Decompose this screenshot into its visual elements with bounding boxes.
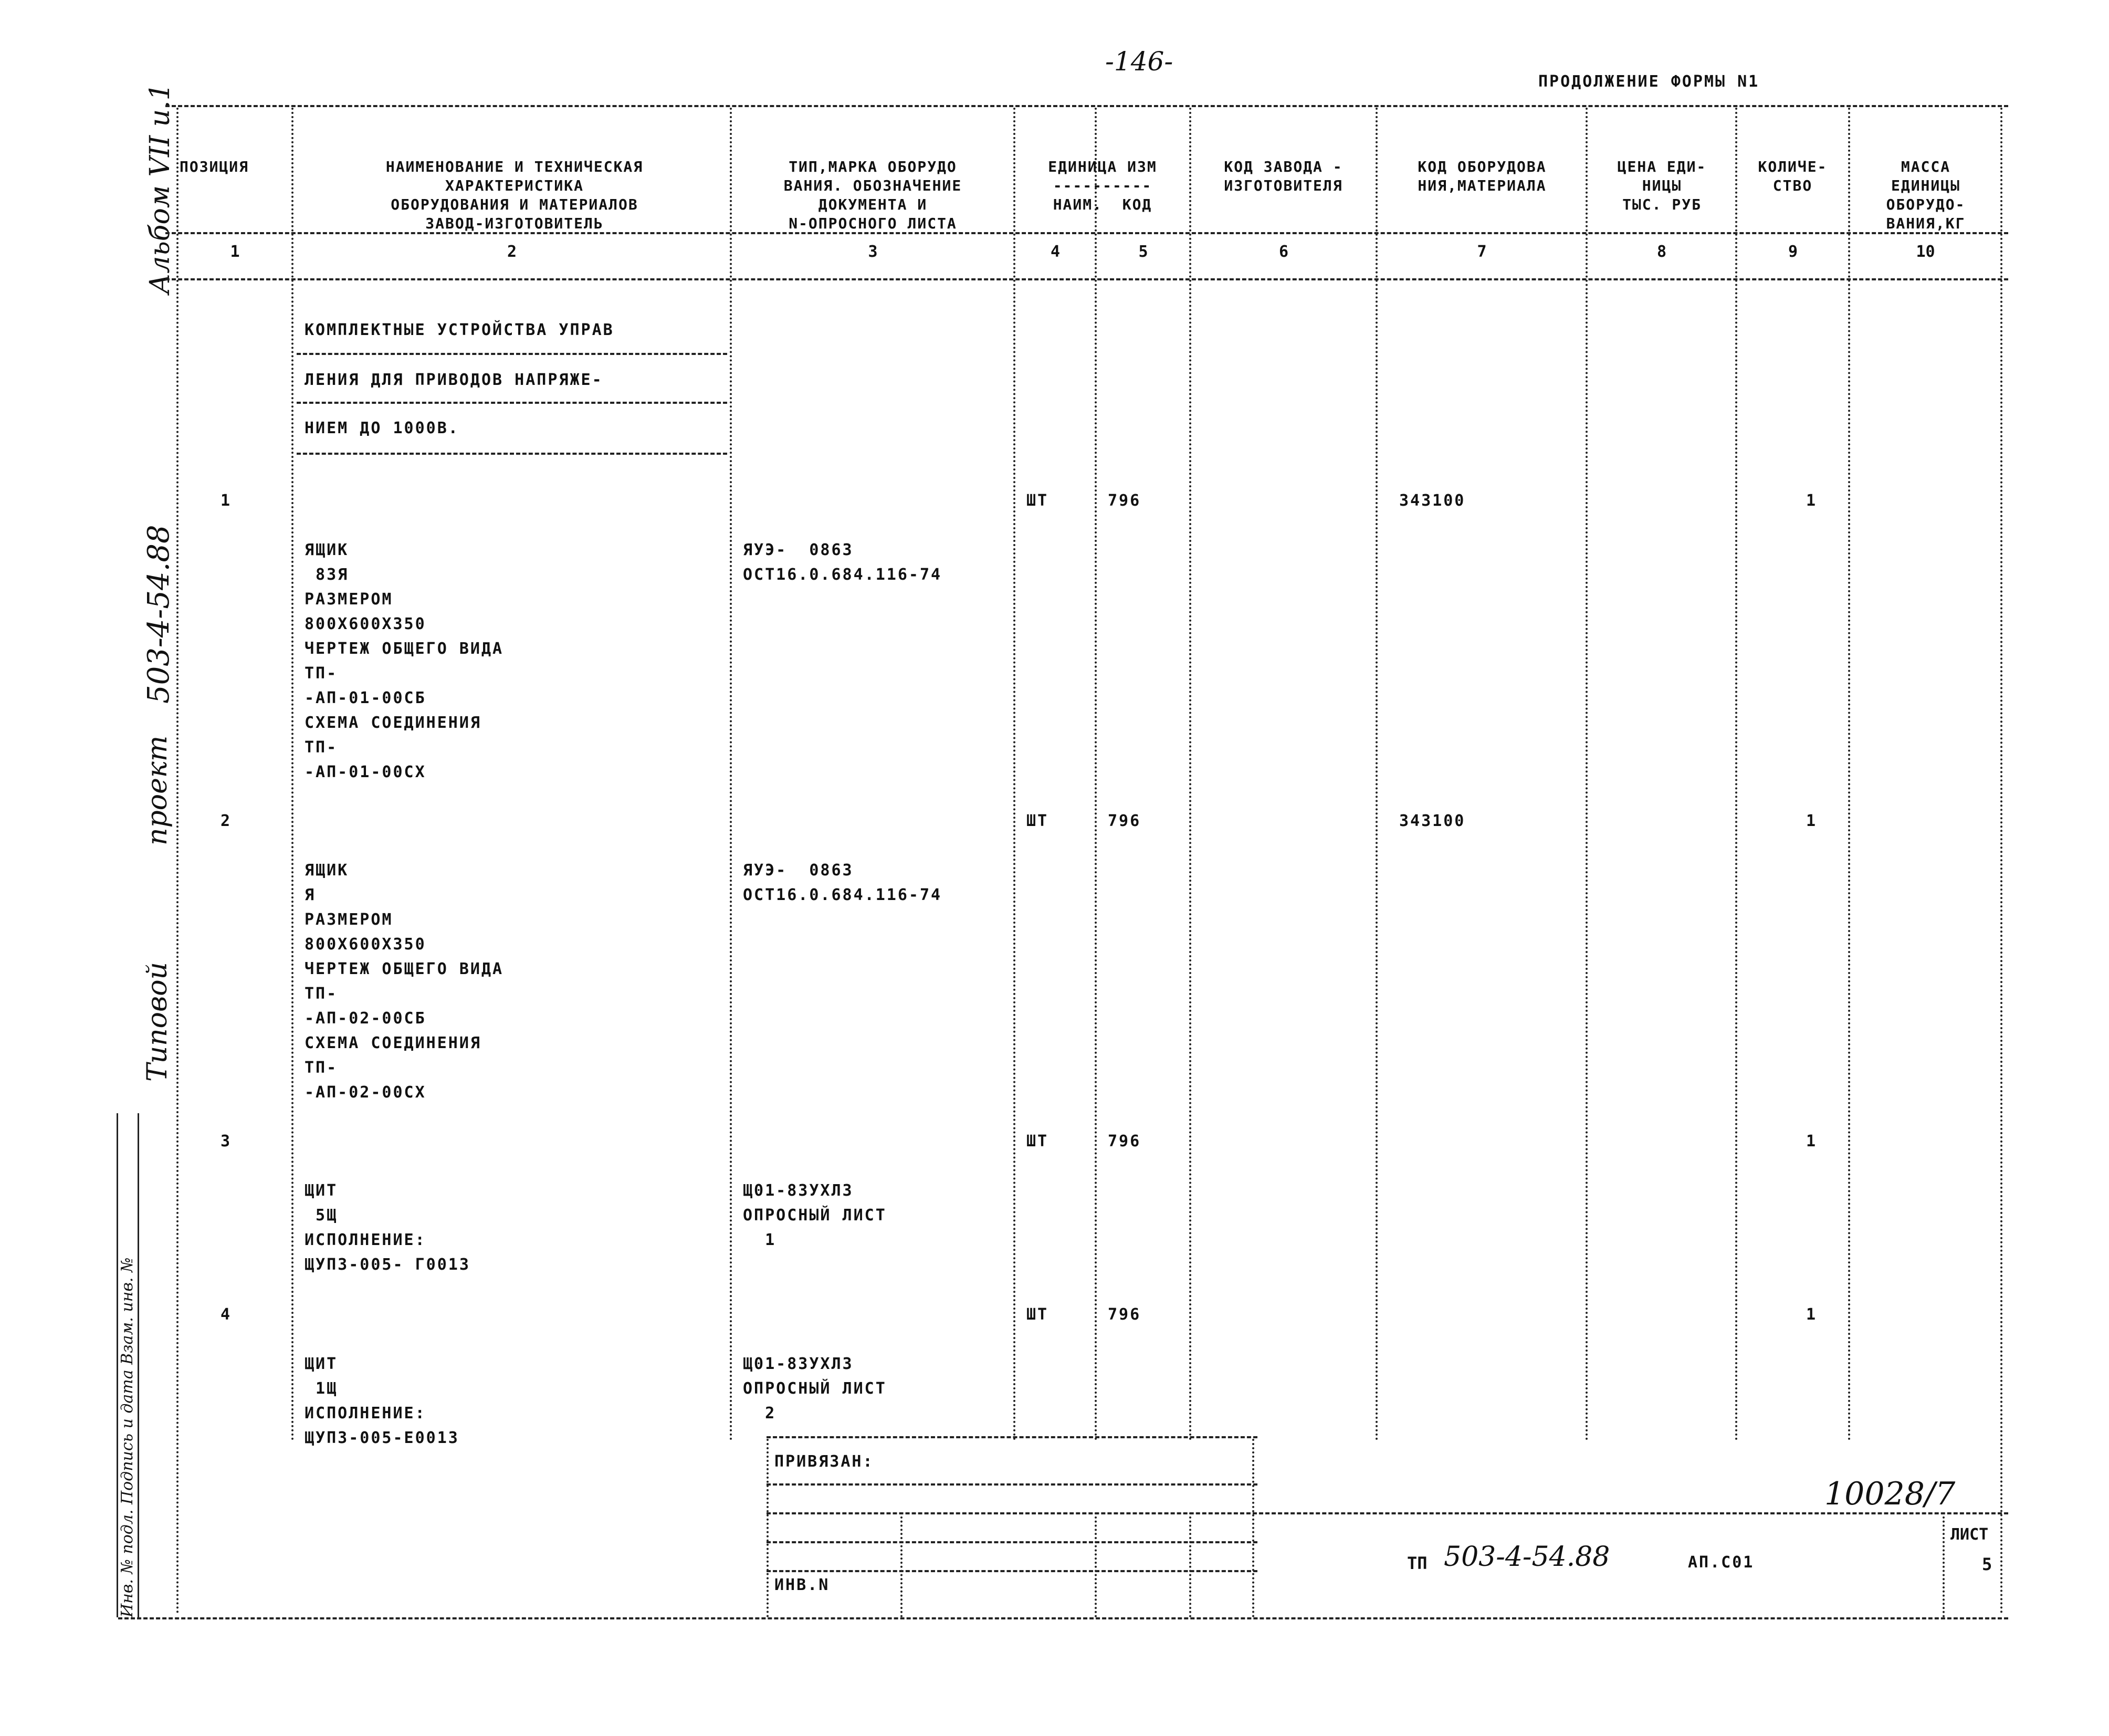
row3-name: ЩИТ 5Щ ИСПОЛНЕНИЕ: ЩУП3-005- Г0013 bbox=[305, 1181, 470, 1274]
rule-bottom bbox=[118, 1617, 2008, 1619]
row4-code: 796 bbox=[1108, 1305, 1141, 1324]
row1-equip-code: 343100 bbox=[1399, 491, 1466, 510]
header-c10: МАССА ЕДИНИЦЫ ОБОРУДО- ВАНИЯ,КГ bbox=[1886, 158, 1966, 232]
row2-type: ЯУЭ- 0863 ОСТ16.0.684.116-74 bbox=[743, 861, 942, 904]
colnum-10: 10 bbox=[1916, 243, 1935, 261]
sheet-number: 5 bbox=[1982, 1554, 1992, 1574]
row4-type: Щ01-83УХЛ3 ОПРОСНЫЙ ЛИСТ 2 bbox=[743, 1355, 887, 1423]
row1-qty: 1 bbox=[1806, 491, 1818, 510]
col-sep-6 bbox=[1376, 108, 1378, 1441]
page-number: -146- bbox=[1105, 46, 1173, 77]
header-c1: ПОЗИЦИЯ bbox=[180, 158, 249, 175]
col-sep-left bbox=[176, 108, 179, 1615]
header-c6: КОД ЗАВОДА - ИЗГОТОВИТЕЛЯ bbox=[1224, 158, 1343, 194]
header-c3: ТИП,МАРКА ОБОРУДО ВАНИЯ. ОБОЗНАЧЕНИЕ ДОКУМЕНТА И N-ОПРОСНОГО ЛИСТА bbox=[783, 158, 962, 232]
album-label: Альбом VII и.1 bbox=[144, 83, 176, 294]
stamp-rule-4 bbox=[767, 1541, 1257, 1543]
row3-qty: 1 bbox=[1806, 1132, 1818, 1151]
row2-pos: 2 bbox=[221, 812, 232, 830]
stamp-sep-1 bbox=[767, 1439, 769, 1617]
section-rule-2 bbox=[297, 402, 727, 404]
stamp-sep-5 bbox=[1252, 1439, 1254, 1617]
colnum-8: 8 bbox=[1656, 243, 1667, 261]
row3-type: Щ01-83УХЛ3 ОПРОСНЫЙ ЛИСТ 1 bbox=[743, 1181, 887, 1249]
row1-unit: ШТ bbox=[1026, 491, 1049, 510]
colnum-3: 3 bbox=[868, 243, 878, 261]
colnum-5: 5 bbox=[1138, 243, 1148, 261]
section-title-line-1: КОМПЛЕКТНЫЕ УСТРОЙСТВА УПРАВ bbox=[305, 321, 614, 339]
doc-suffix: АП.С01 bbox=[1688, 1553, 1755, 1572]
col-sep-3 bbox=[1013, 108, 1015, 1441]
row3-code: 796 bbox=[1108, 1132, 1141, 1151]
row2-unit: ШТ bbox=[1026, 812, 1049, 830]
colnum-7: 7 bbox=[1477, 243, 1487, 261]
binding-label: ПРИВЯЗАН: bbox=[774, 1452, 874, 1471]
col-sep-7 bbox=[1586, 108, 1588, 1441]
stamp-rule-5 bbox=[767, 1570, 1257, 1572]
inv-label: ИНВ.N bbox=[774, 1576, 830, 1594]
colnum-9: 9 bbox=[1788, 243, 1798, 261]
col-sep-4 bbox=[1095, 108, 1097, 1441]
col-sep-5 bbox=[1189, 108, 1191, 1441]
row2-equip-code: 343100 bbox=[1399, 812, 1466, 830]
row2-name: ЯЩИК Я РАЗМЕРОМ 800X600X350 ЧЕРТЕЖ ОБЩЕГО ВИДА ТП- -АП-02-00СБ СХЕМА СОЕДИНЕНИЯ ТП- -АП-02-00СХ bbox=[305, 861, 504, 1102]
doc-prefix: ТП bbox=[1407, 1553, 1428, 1573]
row1-type: ЯУЭ- 0863 ОСТ16.0.684.116-74 bbox=[743, 541, 942, 584]
row4-name: ЩИТ 1Щ ИСПОЛНЕНИЕ: ЩУП3-005-Е0013 bbox=[305, 1355, 459, 1447]
archive-number: 10028/7 bbox=[1824, 1476, 1956, 1512]
doc-code: 503-4-54.88 bbox=[1444, 1541, 1610, 1573]
rule-colnum-bottom bbox=[165, 278, 2008, 280]
typical-label: Типовой bbox=[142, 961, 173, 1082]
row1-code: 796 bbox=[1108, 491, 1141, 510]
header-c8: ЦЕНА ЕДИ- НИЦЫ ТЫС. РУБ bbox=[1617, 158, 1707, 213]
stamp-sep-sheet bbox=[1943, 1512, 1945, 1617]
stamp-sep-2 bbox=[900, 1512, 903, 1617]
row4-qty: 1 bbox=[1806, 1305, 1818, 1324]
row3-pos: 3 bbox=[221, 1132, 232, 1151]
header-c7: КОД ОБОРУДОВА НИЯ,МАТЕРИАЛА bbox=[1418, 158, 1547, 194]
stamp-sep-3 bbox=[1095, 1512, 1097, 1617]
col-sep-2 bbox=[730, 108, 732, 1441]
header-c45: ЕДИНИЦА ИЗМ ---------- НАИМ. КОД bbox=[1048, 158, 1157, 213]
colnum-2: 2 bbox=[507, 243, 517, 261]
row2-qty: 1 bbox=[1806, 812, 1818, 830]
stamp-vertical-label: Инв. № подл. Подпись и дата Взам. инв. № bbox=[118, 1257, 137, 1617]
colnum-1: 1 bbox=[230, 243, 240, 261]
row3-unit: ШТ bbox=[1026, 1132, 1049, 1151]
header-c9: КОЛИЧЕ- СТВО bbox=[1758, 158, 1828, 194]
col-sep-9 bbox=[1848, 108, 1850, 1441]
stamp-sep-4 bbox=[1189, 1512, 1191, 1617]
stamp-rule-3 bbox=[767, 1512, 2008, 1514]
project-code-label: 503-4-54.88 bbox=[142, 525, 176, 704]
sheet-label: ЛИСТ bbox=[1950, 1525, 1989, 1544]
project-label: проект bbox=[142, 735, 173, 845]
section-rule-1 bbox=[297, 353, 727, 355]
stamp-rule-2 bbox=[767, 1483, 1257, 1486]
row1-pos: 1 bbox=[221, 491, 232, 510]
colnum-6: 6 bbox=[1278, 243, 1289, 261]
col-sep-1 bbox=[291, 108, 293, 1441]
col-sep-8 bbox=[1735, 108, 1737, 1441]
section-rule-3 bbox=[297, 453, 727, 455]
section-title-line-3: НИЕМ ДО 1000В. bbox=[305, 419, 459, 437]
colnum-4: 4 bbox=[1050, 243, 1061, 261]
row1-name: ЯЩИК 83Я РАЗМЕРОМ 800X600X350 ЧЕРТЕЖ ОБЩЕГО ВИДА ТП- -АП-01-00СБ СХЕМА СОЕДИНЕНИЯ ТП- -АП-01-00СХ bbox=[305, 541, 504, 781]
rule-top bbox=[165, 105, 2008, 107]
continuation-label: ПРОДОЛЖЕНИЕ ФОРМЫ N1 bbox=[1538, 72, 1760, 91]
header-c2: НАИМЕНОВАНИЕ И ТЕХНИЧЕСКАЯ ХАРАКТЕРИСТИКА ОБОРУДОВАНИЯ И МАТЕРИАЛОВ ЗАВОД-ИЗГОТОВИТЕЛЬ bbox=[385, 158, 644, 232]
row2-code: 796 bbox=[1108, 812, 1141, 830]
row4-pos: 4 bbox=[221, 1305, 232, 1324]
row4-unit: ШТ bbox=[1026, 1305, 1049, 1324]
section-title-line-2: ЛЕНИЯ ДЛЯ ПРИВОДОВ НАПРЯЖЕ- bbox=[305, 371, 603, 389]
col-sep-right bbox=[2000, 108, 2002, 1615]
stamp-rule-top bbox=[767, 1436, 1257, 1438]
